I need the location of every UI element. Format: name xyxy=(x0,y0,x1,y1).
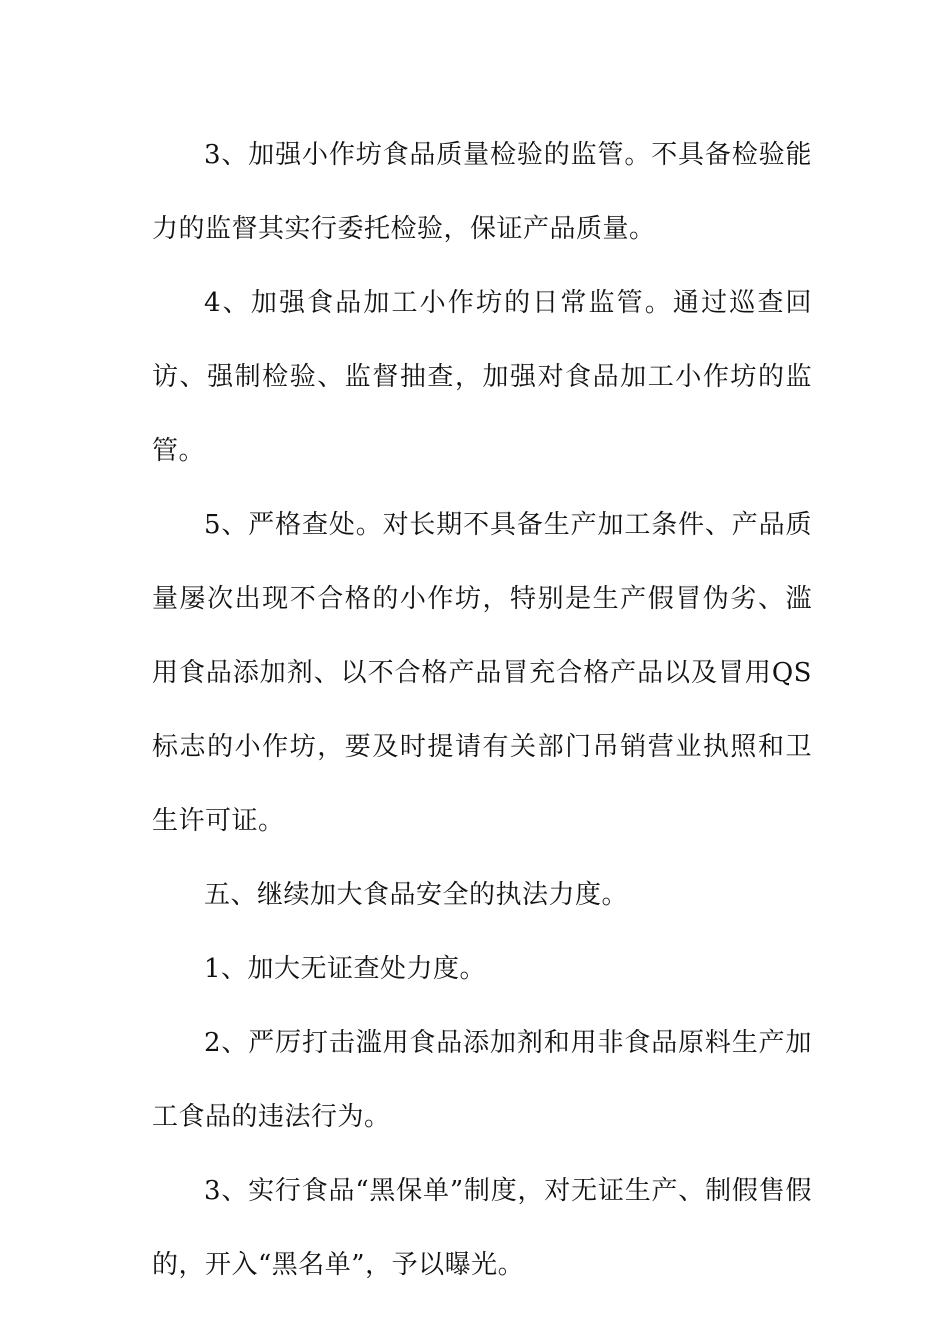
paragraph-item-5: 5、严格查处。对长期不具备生产加工条件、产品质量屡次出现不合格的小作坊，特别是生产假冒伪劣、滥用食品添加剂、以不合格产品冒充合格产品以及冒用QS标志的小作坊，要及时提请有关部门吊销营业执照和卫生许可证。 xyxy=(152,510,812,836)
paragraph-item-3b: 3、实行食品“黑保单”制度，对无证生产、制假售假的，开入“黑名单”，予以曝光。 xyxy=(152,1176,812,1280)
paragraph-item-4: 4、加强食品加工小作坊的日常监管。通过巡查回访、强制检验、监督抽查，加强对食品加工小作坊的监管。 xyxy=(152,288,812,466)
paragraph-item-1: 1、加大无证查处力度。 xyxy=(204,954,487,984)
document-body xyxy=(152,118,812,1302)
paragraph-item-3: 3、加强小作坊食品质量检验的监管。不具备检验能力的监督其实行委托检验，保证产品质量。 xyxy=(152,140,812,244)
section-heading-5: 五、继续加大食品安全的执法力度。 xyxy=(204,880,629,910)
paragraph-item-2: 2、严厉打击滥用食品添加剂和用非食品原料生产加工食品的违法行为。 xyxy=(152,1028,812,1132)
